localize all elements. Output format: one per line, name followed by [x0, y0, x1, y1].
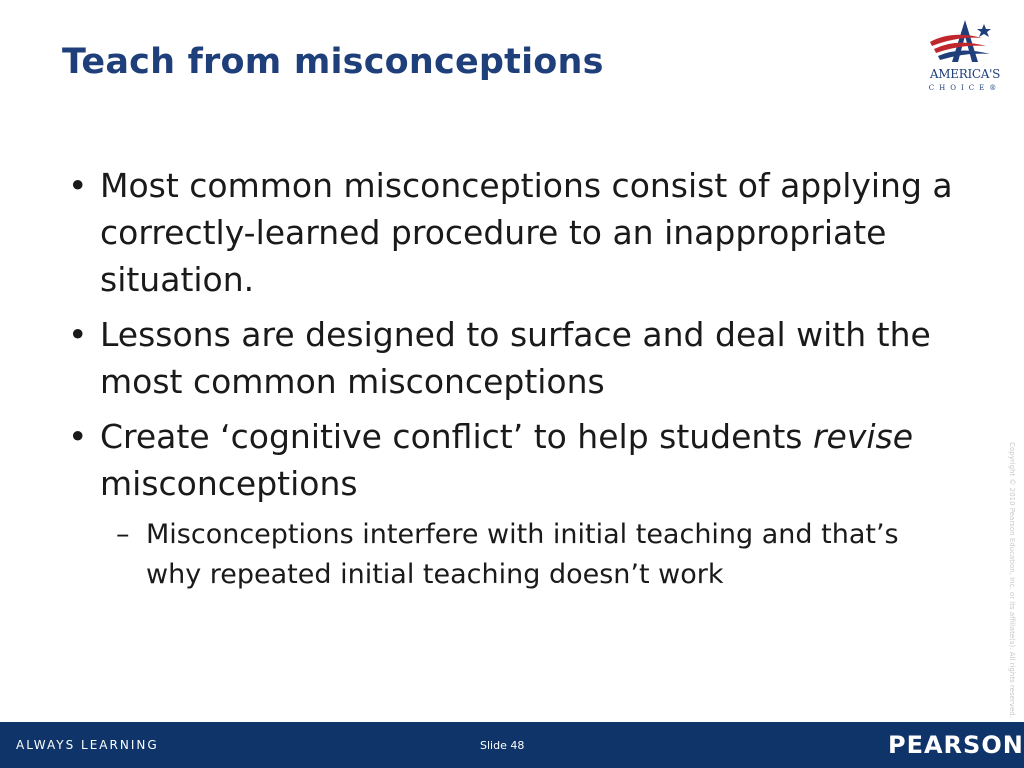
- sub-bullet-item: [62, 515, 962, 595]
- logo-sub-text: CHOICE®: [928, 84, 1002, 92]
- eagle-star-logo-icon: [922, 16, 1008, 68]
- slide-body: [62, 162, 962, 595]
- pearson-logo: PEARSON: [888, 731, 1024, 759]
- bullet-text: Lessons are designed to surface and deal with the most common misconceptions: [100, 315, 931, 401]
- bullet-text-after: misconceptions: [100, 464, 358, 503]
- bullet-text: Most common misconceptions consist of applying a correctly-learned procedure to an inappropriate situation.: [100, 166, 953, 299]
- footer-tagline: ALWAYS LEARNING: [16, 738, 159, 752]
- bullet-item: [62, 162, 962, 303]
- bullet-text-italic: revise: [812, 417, 914, 456]
- slide-title: Teach from misconceptions: [62, 42, 604, 82]
- logo-brand-text: AMERICA'S: [929, 67, 1001, 81]
- copyright-text: Copyright © 2010 Pearson Education, Inc. or its affiliate(s). All rights reserved.: [1008, 442, 1016, 718]
- bullet-dot: •: [68, 315, 88, 354]
- copyright-notice: [1004, 440, 1020, 720]
- sub-bullet-dash: –: [116, 519, 130, 550]
- americas-choice-logo: [922, 16, 1008, 96]
- bullet-text-before: Create ‘cognitive conflict’ to help students: [100, 417, 813, 456]
- slide-number: Slide 48: [480, 739, 525, 752]
- bullet-item: [62, 311, 962, 405]
- sub-bullet-text: Misconceptions interfere with initial teaching and that’s why repeated initial teaching doesn’t work: [146, 519, 899, 590]
- footer-bar: [0, 722, 1024, 768]
- bullet-text: [100, 413, 962, 507]
- bullet-dot: •: [68, 166, 88, 205]
- bullet-dot: •: [68, 417, 88, 456]
- bullet-item: [62, 413, 962, 507]
